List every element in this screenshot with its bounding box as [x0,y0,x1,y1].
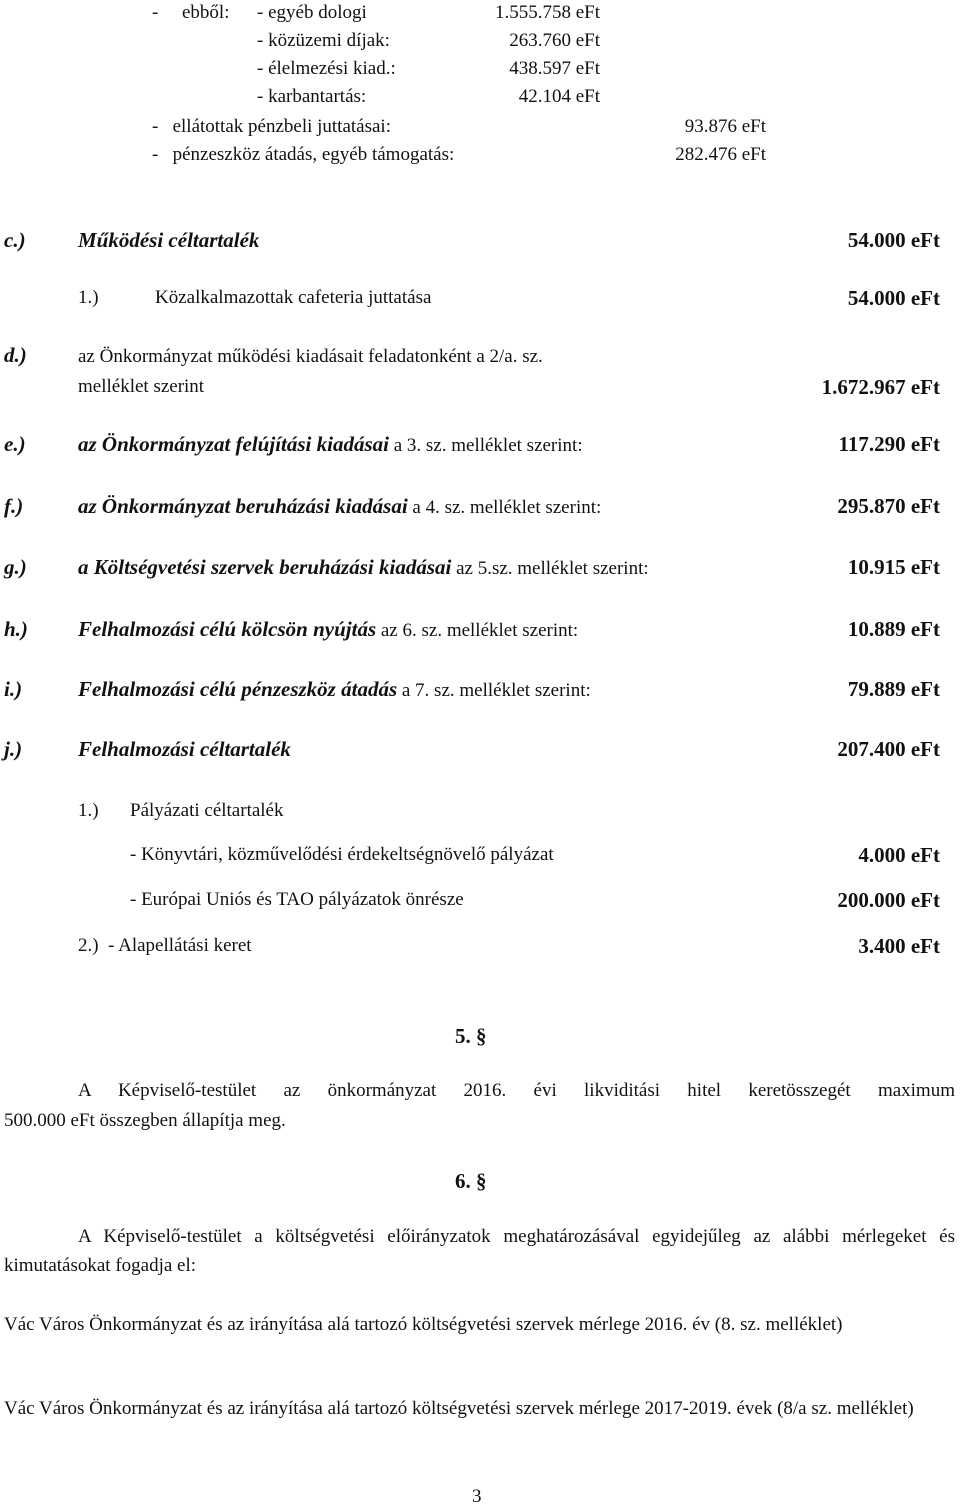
sub-label-j2: 2.) - Alapellátási keret [78,935,252,956]
section-letter-h: h.) [4,617,28,641]
section-letter-f: f.) [4,494,24,518]
paragraph-6-item2: Vác Város Önkormányzat és az irányítása alá tartozó költségvetési szervek mérlege 2017-2019. évek (8/a sz. melléklet) [4,1398,914,1419]
section-rest-h: az 6. sz. melléklet szerint: [376,620,579,641]
section-line-f [78,495,601,519]
amount-j: 207.400 eFt [837,737,940,761]
list-item-ellatottak: - ellátottak pénzbeli juttatásai: [152,116,391,137]
amount-egyeb-dologi: 1.555.758 eFt [494,2,600,23]
section-letter-e: e.) [4,432,26,456]
amount-f: 295.870 eFt [837,494,940,518]
paragraph-6-text: A Képviselő-testület a költségvetési előirányzatok meghatározásával egyidejűleg az alábbi mérlegeket és kimutatásokat fogadja el: [4,1226,955,1276]
sub-num-j1: 1.) [78,800,99,821]
sub-label-j1a: - Könyvtári, közművelődési érdekeltségnövelő pályázat [130,844,554,865]
section-line-h [78,618,578,642]
sub-label-c1: Közalkalmazottak cafeteria juttatása [155,287,432,308]
section-rest-i: a 7. sz. melléklet szerint: [397,680,591,701]
section-letter-j: j.) [4,737,23,761]
list-item-kozuzemi: - közüzemi díjak: [257,30,390,51]
list-item-elelmezesi: - élelmezési kiad.: [257,58,396,79]
paragraph-6-item1: Vác Város Önkormányzat és az irányítása alá tartozó költségvetési szervek mérlege 2016. év (8. sz. melléklet) [4,1314,843,1335]
list-item-egyeb-dologi: - egyéb dologi [257,2,367,23]
sub-num-c1: 1.) [78,287,99,308]
section-title-e: az Önkormányzat felújítási kiadásai [78,432,389,456]
amount-j1b: 200.000 eFt [837,888,940,912]
list-item-penzeszkoz: - pénzeszköz átadás, egyéb támogatás: [152,144,455,165]
amount-g: 10.915 eFt [847,555,940,579]
section-text-d-line2: melléklet szerint [78,376,205,397]
paragraph-heading-6: 6. § [455,1169,487,1193]
amount-h: 10.889 eFt [847,617,940,641]
section-letter-c: c.) [4,228,26,252]
section-letter-d: d.) [4,343,27,367]
section-title-h: Felhalmozási célú kölcsön nyújtás [78,617,377,641]
list-item-karbantartas: - karbantartás: [257,86,367,107]
sub-label-j1: Pályázati céltartalék [130,800,284,821]
section-rest-e: a 3. sz. melléklet szerint: [388,435,583,456]
section-rest-g: az 5.sz. melléklet szerint: [451,558,649,579]
section-text-d-line1: az Önkormányzat működési kiadásait feladatonként a 2/a. sz. [78,346,543,367]
amount-j2: 3.400 eFt [858,934,940,958]
paragraph-5-line1: A Képviselő-testület az önkormányzat 2016. évi likviditási hitel keretösszegét maximum [78,1080,955,1101]
page-number: 3 [472,1486,482,1507]
section-title-c: Működési céltartalék [78,228,260,252]
amount-j1a: 4.000 eFt [858,843,940,867]
section-line-e [78,433,583,457]
amount-i: 79.889 eFt [847,677,940,701]
amount-c1: 54.000 eFt [847,286,940,310]
sub-label-j1b: - Európai Uniós és TAO pályázatok önrésze [130,889,464,910]
paragraph-heading-5: 5. § [455,1024,487,1048]
section-letter-g: g.) [4,555,27,579]
amount-kozuzemi: 263.760 eFt [509,30,600,51]
amount-c: 54.000 eFt [847,228,940,252]
section-title-g: a Költségvetési szervek beruházási kiadásai [78,555,452,579]
list-label-ebbol: ebből: [182,2,230,23]
section-title-i: Felhalmozási célú pénzeszköz átadás [78,677,398,701]
section-rest-f: a 4. sz. melléklet szerint: [407,497,602,518]
section-title-j: Felhalmozási céltartalék [78,737,291,761]
amount-penzeszkoz: 282.476 eFt [675,144,766,165]
section-line-g [78,556,649,580]
paragraph-5-line2: 500.000 eFt összegben állapítja meg. [4,1110,286,1131]
section-line-i [78,678,591,702]
section-title-f: az Önkormányzat beruházási kiadásai [78,494,408,518]
amount-elelmezesi: 438.597 eFt [509,58,600,79]
amount-ellatottak: 93.876 eFt [684,116,766,137]
amount-d: 1.672.967 eFt [821,375,940,399]
section-letter-i: i.) [4,677,23,701]
amount-e: 117.290 eFt [838,432,940,456]
list-bullet: - [152,2,159,23]
amount-karbantartas: 42.104 eFt [518,86,600,107]
